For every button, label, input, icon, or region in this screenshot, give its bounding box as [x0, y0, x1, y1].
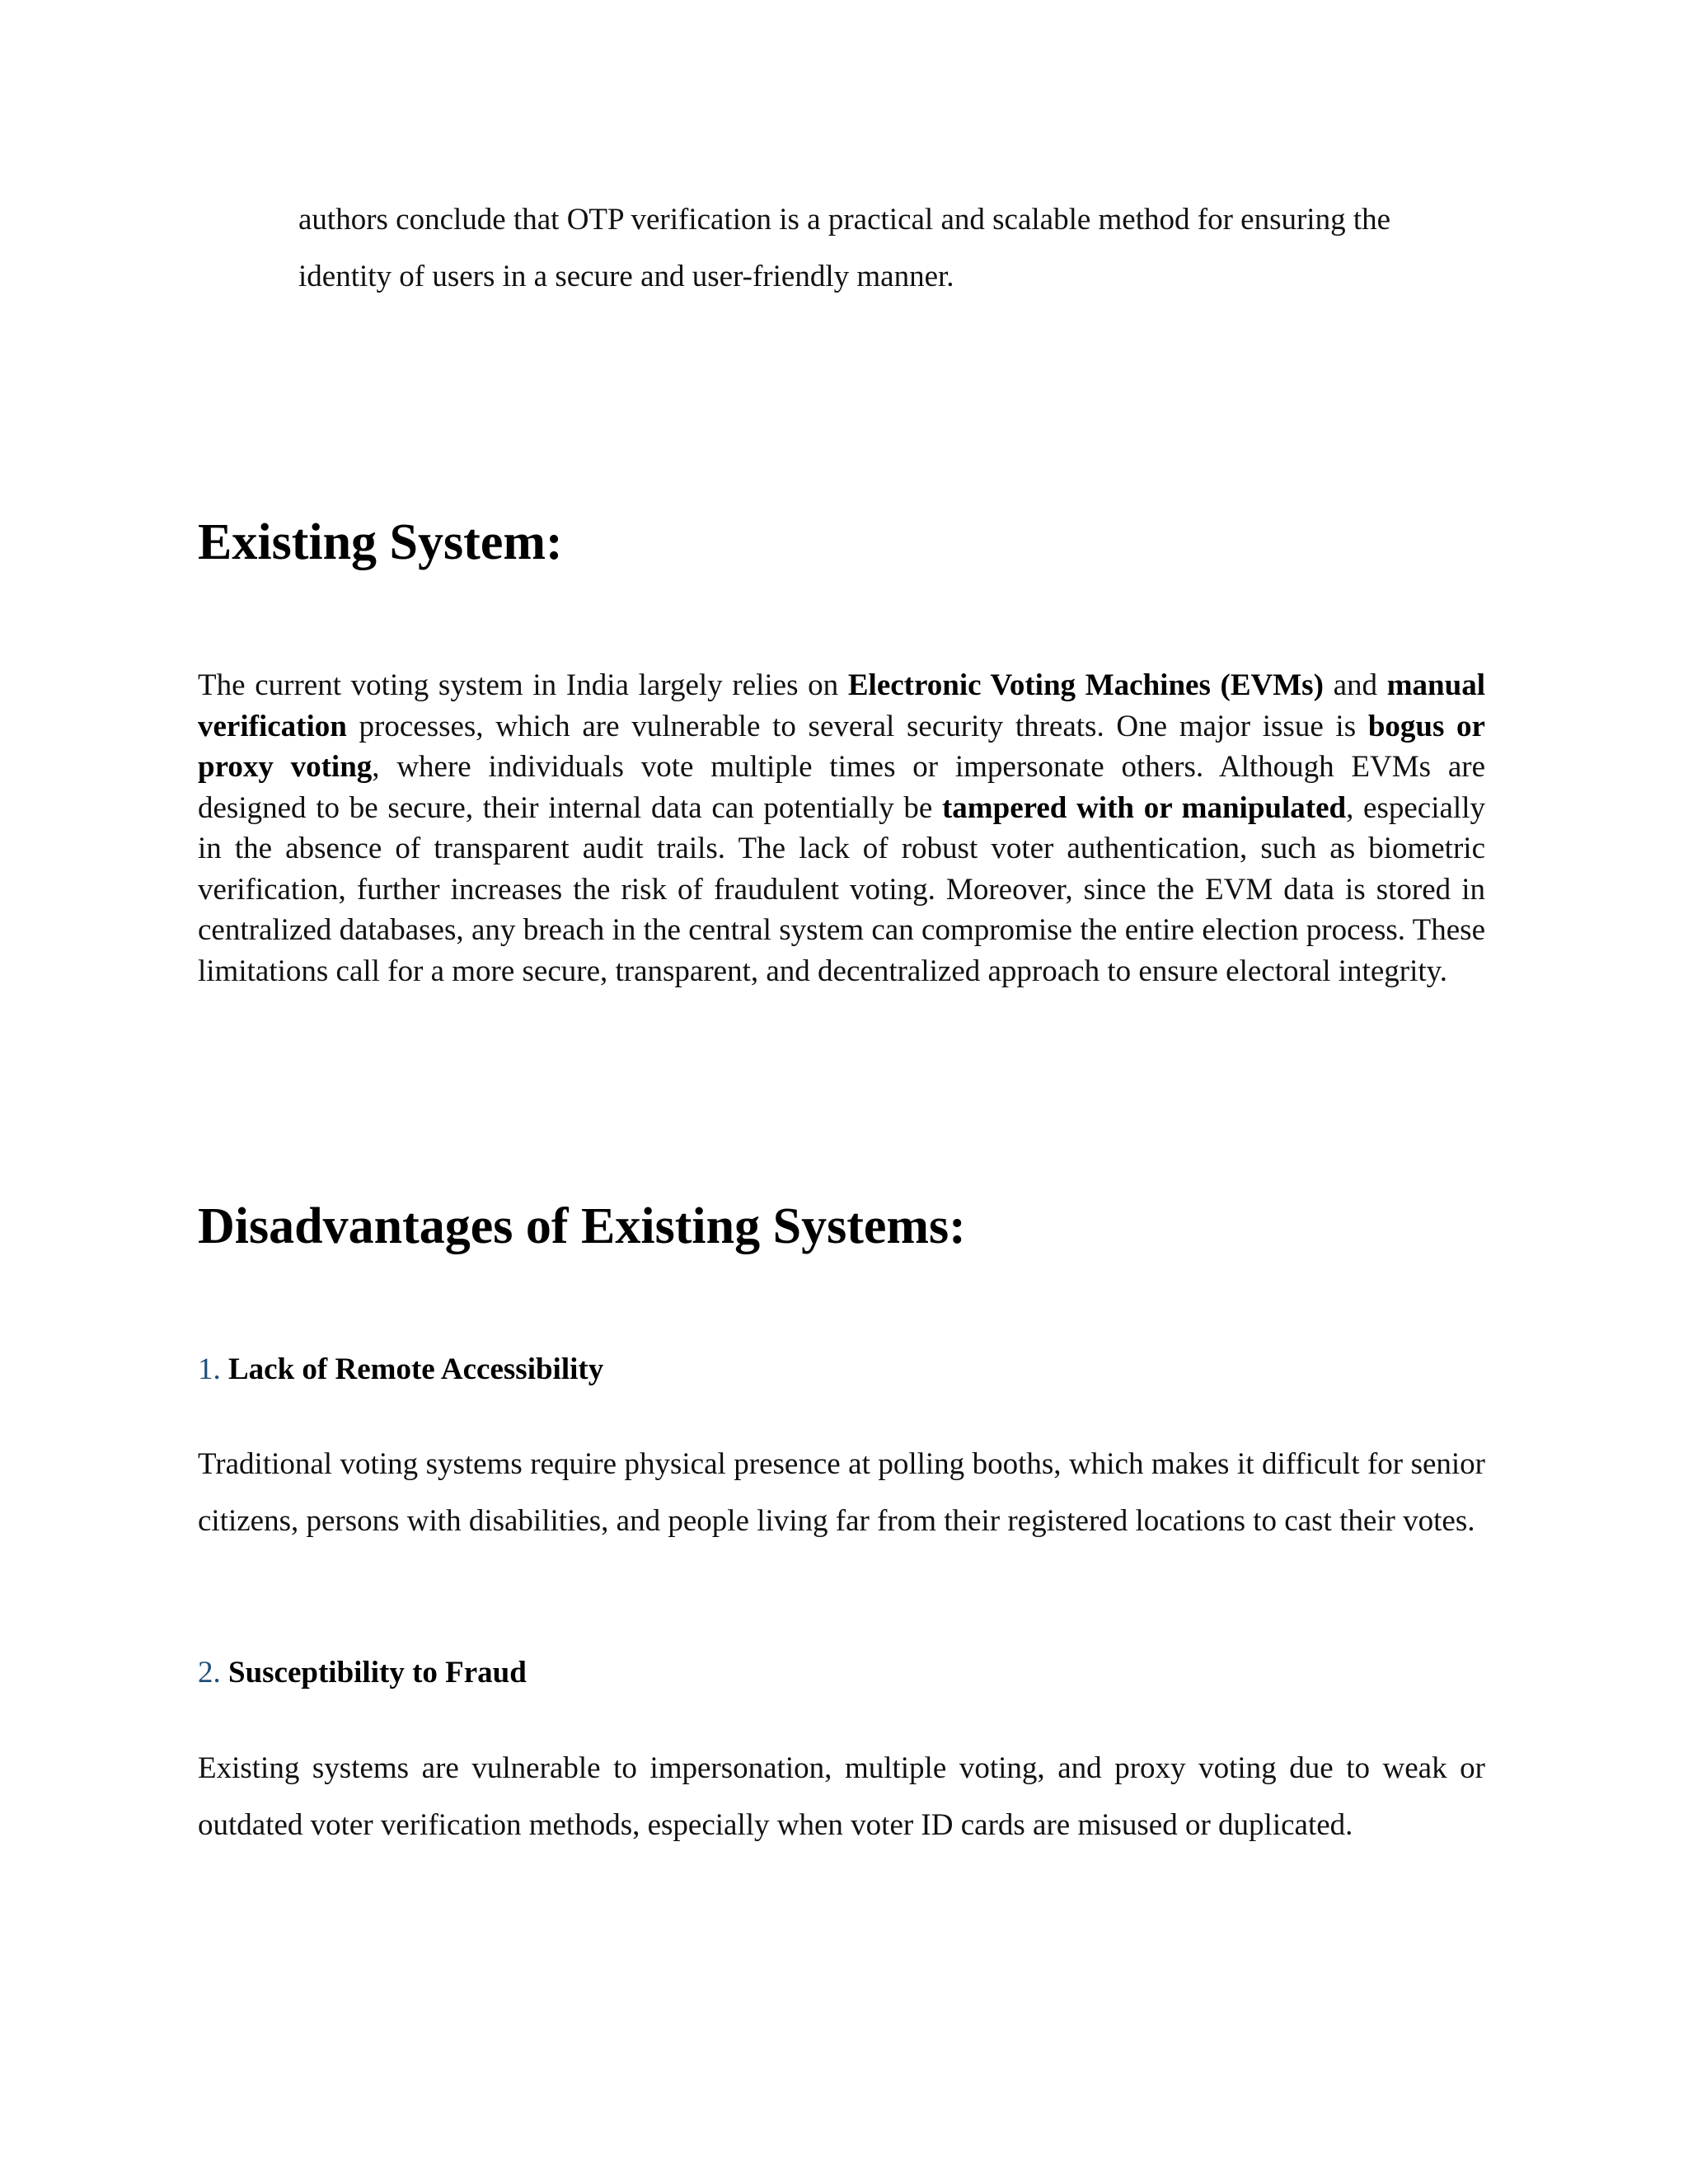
existing-seg-5: bogus or proxy voting [198, 709, 1485, 784]
existing-seg-8: , especially in the absence of transparent audit trails. The lack of robust voter authentication, such as biometric verification, further increases the risk of fraudulent voting. Moreover, since the EVM data is stored in centralized databases, any breach in the central system can compromise the entire election process. These limitations call for a more secure, transparent, and decentralized approach to ensure electoral integrity. [198, 790, 1485, 988]
list-number-1: 1. [198, 1352, 221, 1386]
existing-seg-7: tampered with or manipulated [941, 790, 1347, 825]
list-item-body-1: Traditional voting systems require physical presence at polling booths, which makes it difficult for senior citizens, persons with disabilities, and people living far from their registered locations to cast their votes. [198, 1447, 1485, 1538]
list-item-title-2 [198, 1652, 527, 1694]
list-title-text-2: Susceptibility to Fraud [228, 1656, 527, 1690]
existing-seg-1: Electronic Voting Machines (EVMs) [847, 668, 1324, 702]
existing-seg-4: processes, which are vulnerable to several security threats. One major issue is [346, 709, 1368, 743]
list-item-body-2: Existing systems are vulnerable to impersonation, multiple voting, and proxy voting due to weak or outdated voter verification methods, especially when voter ID cards are misused or duplicated. [198, 1751, 1485, 1842]
list-item-title-1 [198, 1349, 603, 1390]
existing-seg-2: and [1323, 668, 1387, 702]
existing-seg-6: , where individuals vote multiple times or impersonate others. Although EVMs are designed to be secure, their internal data can potentially be [198, 750, 1485, 825]
list-number-2: 2. [198, 1656, 221, 1690]
existing-system-paragraph [198, 665, 1485, 991]
existing-system-heading: Existing System: [198, 514, 563, 570]
disadvantages-heading: Disadvantages of Existing Systems: [198, 1198, 966, 1254]
intro-paragraph: authors conclude that OTP verification is a practical and scalable method for ensuring the identity of users in a secure and user-friendly manner. [298, 203, 1391, 293]
existing-seg-0: The current voting system in India largely relies on [198, 668, 848, 702]
existing-seg-3: manual verification [198, 668, 1485, 743]
list-title-text-1: Lack of Remote Accessibility [228, 1352, 604, 1386]
